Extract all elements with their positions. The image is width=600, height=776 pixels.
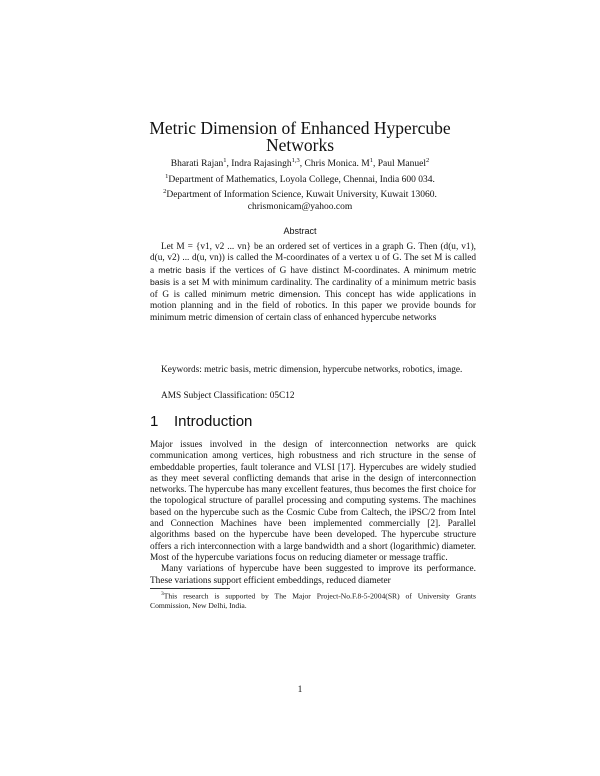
affiliation-1: $^1$Department of Mathematics, Loyola College, Chennai, India 600 034. xyxy=(165,172,435,185)
term-minimum-metric-basis: minimum metric basis xyxy=(150,264,477,287)
intro-paragraph-1: Major issues involved in the design of interconnection networks are quick communication among vertices, high robustness and rich structure in the sense of embeddable properties, fault tolerance and VLSI [17]. Hypercubes are widely studied as they meet several conflicting demands that arise in the design of interconnection networks. The hypercube has many excellent features, thus becomes the first choice for the topological structure of parallel processing and computing systems. The machines based on the hypercube such as the Cosmic Cube from Caltech, the iPSC/2 from Intel and Connection Machines have been implemented commercially [2]. Parallel algorithms based on the hypercube have been developed. The hypercube structure offers a rich interconnection with a large bandwidth and a short (logarithmic) diameter. Most of the hypercube variations focus on reducing diameter or message traffic. xyxy=(150,440,476,563)
author-block xyxy=(100,155,500,213)
author-email: chrismonicam@yahoo.com xyxy=(247,201,353,212)
paper-title xyxy=(100,120,500,154)
introduction-body xyxy=(150,440,476,587)
section-number: 1 xyxy=(150,413,159,430)
page-number: 1 xyxy=(297,685,303,695)
term-minimum-metric-dimension: minimum metric dimension xyxy=(211,289,319,300)
section-heading xyxy=(150,413,252,430)
keywords: Keywords: metric basis, metric dimension, hypercube networks, robotics, image. xyxy=(161,365,463,375)
author-names: Bharati Rajan$^1$, Indra Rajasingh$^{1,3}$, Chris Monica. $M^1$, Paul Manuel$^2$ xyxy=(170,157,430,170)
title-line-1: Metric Dimension of Enhanced Hypercube xyxy=(149,118,451,138)
title-line-2: Networks xyxy=(265,135,335,155)
footnote-rule xyxy=(150,588,230,589)
term-metric-basis: metric basis xyxy=(158,264,206,275)
footnote: $^3$This research is supported by The Major Project-No.F.8-5-2004(SR) of University Grants Commission, New Delhi, India. xyxy=(150,591,476,611)
intro-paragraph-2: Many variations of hypercube have been suggested to improve its performance. These variations support efficient embeddings, reduced diameter xyxy=(150,564,476,586)
affiliation-2: $^2$Department of Information Science, Kuwait University, Kuwait 13060. xyxy=(163,188,437,201)
section-title: Introduction xyxy=(174,413,253,430)
ams-classification: AMS Subject Classification: 05C12 xyxy=(161,391,295,401)
abstract-heading: Abstract xyxy=(283,226,317,236)
abstract-text: Let M = {v1, v2 ... vn} be an ordered set of vertices in a graph G. Then (d(u, v1), d(u, v2) ... d(u, vn)) is called the M-coordinates of a vertex u of G. The set M is called a metric basis if the vertices of G have distinct M-coordinates. A minimum metric basis is a set M with minimum cardinality. The cardinality of a minimum metric basis of G is called minimum metric dimension. This concept has wide applications in motion planning and in the field of robotics. In this paper we provide bounds for minimum metric dimension of certain class of enhanced hypercube networks xyxy=(150,242,477,323)
